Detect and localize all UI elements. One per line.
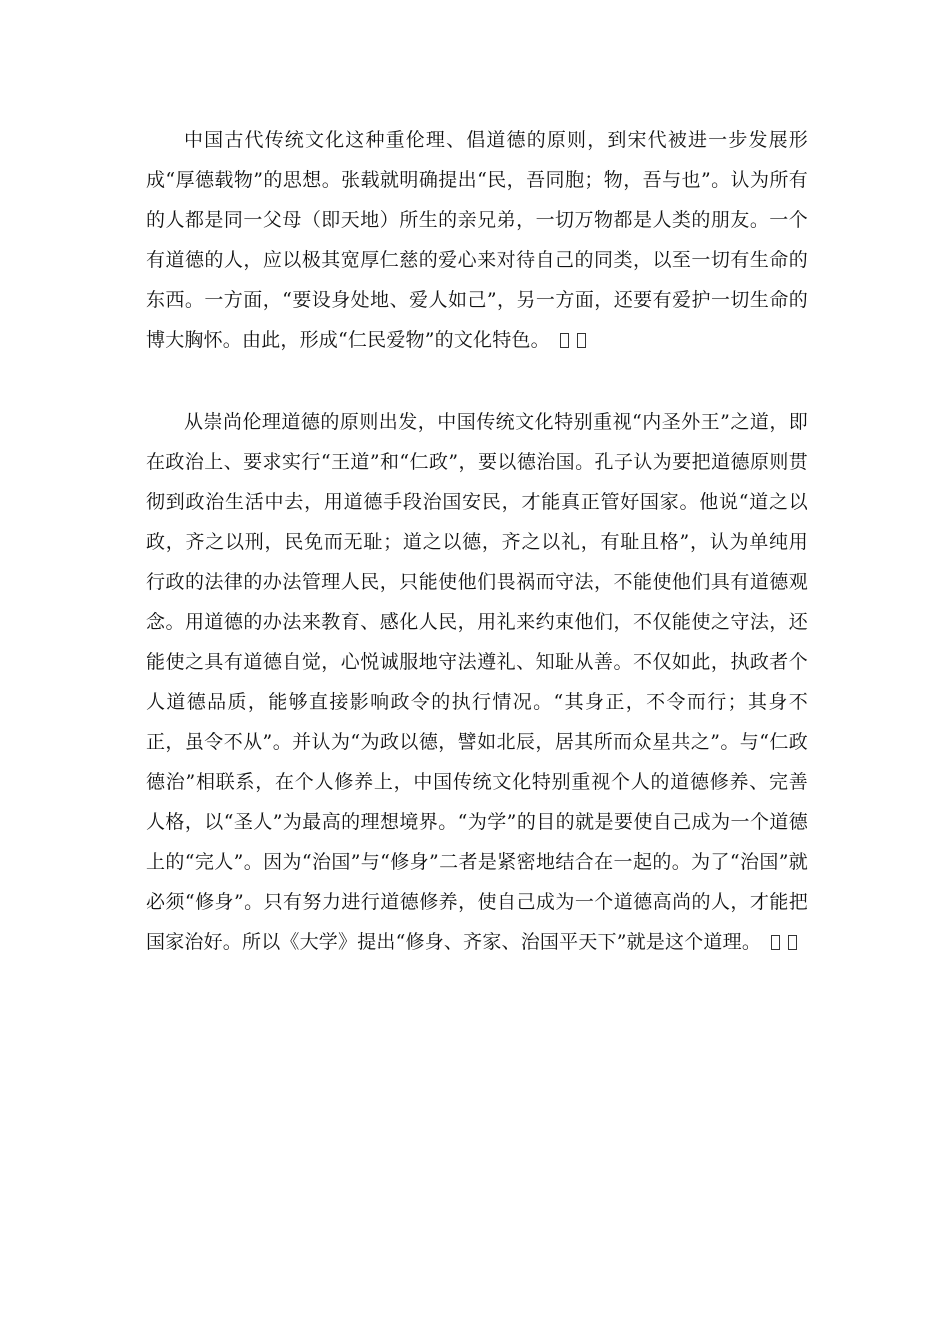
paragraph-1-text: 中国古代传统文化这种重伦理、倡道德的原则，到宋代被进一步发展形成“厚德载物”的思想。张载就明确提出“民，吾同胞；物，吾与也”。认为所有的人都是同一父母（即天地）所生的亲兄弟，一切万物都是人类的朋友。一个有道德的人，应以极其宽厚仁慈的爱心来对待自己的同类，以至一切有生命的东西。一方面，“要设身处地、爱人如己”，另一方面，还要有爱护一切生命的博大胸怀。由此，形成“仁民爱物”的文化特色。 <box>146 129 808 351</box>
missing-glyph-icon <box>771 935 780 950</box>
missing-glyph-icon <box>560 333 569 348</box>
missing-glyph-icon <box>788 935 797 950</box>
missing-glyph-icon <box>577 333 586 348</box>
paragraph-2 <box>146 402 808 962</box>
document-body <box>146 120 808 962</box>
paragraph-2-text: 从崇尚伦理道德的原则出发，中国传统文化特别重视“内圣外王”之道，即在政治上、要求实行“王道”和“仁政”，要以德治国。孔子认为要把道德原则贯彻到政治生活中去，用道德手段治国安民，才能真正管好国家。他说“道之以政，齐之以刑，民免而无耻；道之以德，齐之以礼，有耻且格”，认为单纯用行政的法律的办法管理人民，只能使他们畏祸而守法，不能使他们具有道德观念。用道德的办法来教育、感化人民，用礼来约束他们，不仅能使之守法，还能使之具有道德自觉，心悦诚服地守法遵礼、知耻从善。不仅如此，执政者个人道德品质，能够直接影响政令的执行情况。“其身正，不令而行；其身不正，虽令不从”。并认为“为政以德，譬如北辰，居其所而众星共之”。与“仁政德治”相联系，在个人修养上，中国传统文化特别重视个人的道德修养、完善人格，以“圣人”为最高的理想境界。“为学”的目的就是要使自己成为一个道德上的“完人”。因为“治国”与“修身”二者是紧密地结合在一起的。为了“治国”就必须“修身”。只有努力进行道德修养，使自己成为一个道德高尚的人，才能把国家治好。所以《大学》提出“修身、齐家、治国平天下”就是这个道理。 <box>146 411 808 953</box>
paragraph-1 <box>146 120 808 360</box>
